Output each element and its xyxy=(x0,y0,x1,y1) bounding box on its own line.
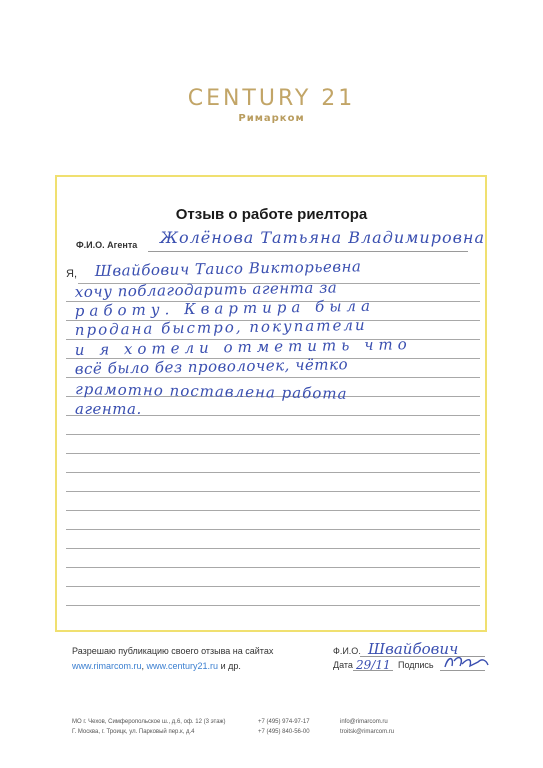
ruled-line xyxy=(66,548,480,549)
footer-phones xyxy=(258,717,310,737)
footer-phone-2: +7 (495) 840-56-00 xyxy=(258,729,310,735)
rimarcom-link[interactable]: www.rimarcom.ru xyxy=(72,661,142,671)
signature-label: Подпись xyxy=(398,660,434,670)
publication-consent xyxy=(72,644,273,674)
footer-address-1: МО г. Чехов, Симферопольское ш., д.6, оф. 12 (3 этаж) xyxy=(72,719,226,725)
handwritten-review-line: продана быстро, покупатели xyxy=(74,315,367,339)
ruled-line xyxy=(66,586,480,587)
handwritten-review-line: Швайбович Таисо Викторьевна xyxy=(94,257,362,280)
footer-addresses xyxy=(72,717,226,737)
footer-emails xyxy=(340,717,394,737)
consent-tail: и др. xyxy=(218,661,241,671)
signer-fio-handwriting: Швайбович xyxy=(368,640,459,658)
handwritten-review-line: работу. Квартира была xyxy=(74,296,376,320)
footer-email-1: info@rimarcom.ru xyxy=(340,719,388,725)
consent-text: Разрешаю публикацию своего отзыва на сайтах xyxy=(72,646,274,656)
date-label: Дата xyxy=(333,660,353,670)
agent-name-line xyxy=(148,251,468,252)
handwritten-review-line: и я хотели отметить что xyxy=(74,335,412,359)
signer-fio-label: Ф.И.О. xyxy=(333,646,361,656)
ruled-line xyxy=(66,567,480,568)
reviewer-prefix-label: Я, xyxy=(66,268,77,280)
handwritten-review-line: хочу поблагодарить агента за xyxy=(74,278,338,301)
ruled-line xyxy=(66,510,480,511)
link-separator: , xyxy=(141,661,147,671)
ruled-line xyxy=(66,491,480,492)
agent-name-label: Ф.И.О. Агента xyxy=(76,240,138,250)
form-title: Отзыв о работе риелтора xyxy=(175,206,368,223)
ruled-line xyxy=(66,434,480,435)
brand-logo: CENTURY 21 xyxy=(187,86,356,111)
handwritten-review-line: грамотно поставлена работа xyxy=(75,380,348,403)
ruled-line xyxy=(66,377,480,378)
ruled-line xyxy=(66,472,480,473)
century21-link[interactable]: www.century21.ru xyxy=(146,661,219,671)
footer-address-2: Г. Москва, г. Троицк, ул. Парковый пер.к, д.4 xyxy=(72,729,195,735)
footer-phone-1: +7 (495) 974-97-17 xyxy=(258,719,310,725)
ruled-line xyxy=(66,453,480,454)
brand-sublogo: Римарком xyxy=(238,113,305,124)
agent-name-handwriting: Жолёнова Татьяна Владимировна xyxy=(160,228,485,247)
footer-email-2: troitsk@rimarcom.ru xyxy=(340,729,395,735)
ruled-line xyxy=(66,529,480,530)
handwritten-signature xyxy=(442,652,490,672)
date-handwriting: 29/11 xyxy=(356,658,391,672)
ruled-line xyxy=(66,605,480,606)
handwritten-review-line: всё было без проволочек, чётко xyxy=(74,355,349,378)
handwritten-review-line: агента. xyxy=(75,400,142,418)
